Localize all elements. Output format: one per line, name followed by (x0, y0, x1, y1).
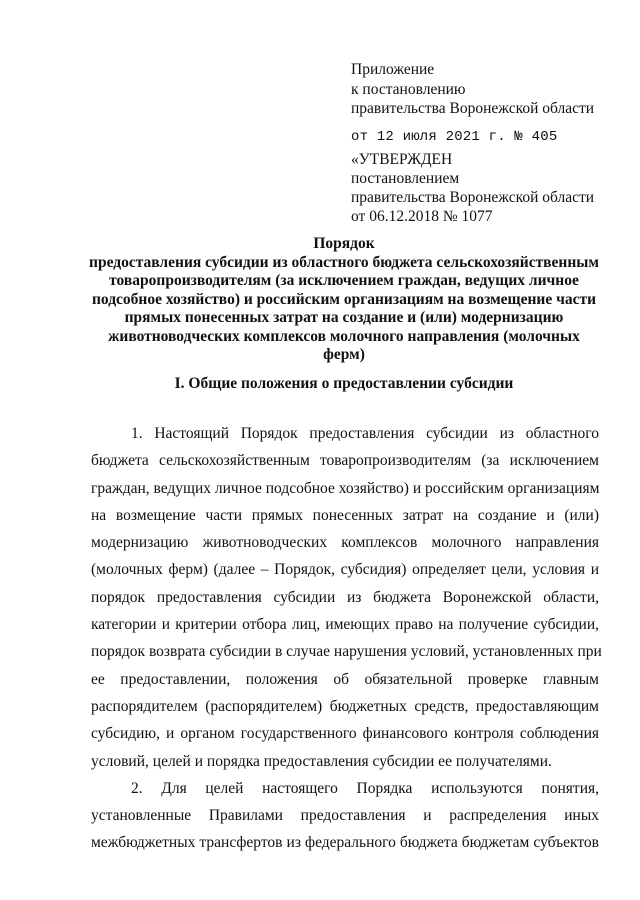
title-line: ферм) (323, 346, 365, 363)
resolution-date-number: от 12 июля 2021 г. № 405 (351, 128, 558, 145)
paragraph-line: субсидию, и органом государственного финансового контроля соблюдения (91, 725, 599, 743)
paragraph-line: на возмещение части прямых понесенных затрат на создание и (или) (91, 506, 599, 524)
paragraph-line: 1. Настоящий Порядок предоставления субсидии из областного (131, 425, 599, 442)
title-line: предоставления субсидии из областного бюджета сельскохозяйственным (89, 253, 599, 271)
title-line: Порядок (313, 235, 375, 252)
appendix-line-2: к постановлению (351, 80, 466, 98)
appendix-block (351, 60, 594, 147)
document-body (91, 420, 602, 857)
paragraph-line: порядок возврата субсидии в случае нарушения условий, установленных при (91, 643, 602, 661)
approved-line-2: постановлением (351, 170, 460, 187)
approved-line-3: правительства Воронежской области (351, 189, 595, 206)
paragraph-2 (91, 775, 599, 857)
document-title (88, 235, 600, 365)
appendix-line-3: правительства Воронежской области (351, 100, 595, 117)
paragraph-1 (91, 420, 602, 775)
paragraph-line: межбюджетных трансфертов из федерального бюджета бюджетам субъектов (91, 834, 599, 852)
approved-line-4: от 06.12.2018 № 1077 (351, 208, 493, 225)
paragraph-line: 2. Для целей настоящего Порядка используются понятия, (131, 779, 599, 797)
title-line: подсобное хозяйство) и российским организациям на возмещение части (91, 290, 597, 308)
approved-line-1: «УТВЕРЖДЕН (351, 151, 453, 168)
paragraph-line: порядок предоставления субсидии из бюджета Воронежской области, (91, 588, 599, 606)
paragraph-line: установленные Правилами предоставления и распределения иных (91, 807, 599, 825)
paragraph-line: ее предоставлении, положения об обязательной проверке главным (91, 670, 599, 688)
section-heading: I. Общие положения о предоставлении субсидии (174, 375, 514, 392)
paragraph-line: модернизацию животноводческих комплексов молочного направления (91, 534, 599, 552)
paragraph-line: бюджета сельскохозяйственным товаропроизводителям (за исключением (91, 452, 599, 470)
title-line: животноводческих комплексов молочного направления (молочных (108, 327, 580, 345)
paragraph-line: граждан, ведущих личное подсобное хозяйство) и российским организациям (91, 479, 600, 497)
approved-block (351, 150, 594, 226)
title-line: прямых понесенных затрат на создание и (или) модернизацию (124, 309, 564, 326)
paragraph-line: условий, целей и порядка предоставления субсидии ее получателями. (91, 752, 552, 770)
paragraph-line: распорядителем (распорядителем) бюджетных средств, предоставляющим (91, 697, 599, 715)
paragraph-line: категории и критерии отбора лиц, имеющих право на получение субсидии, (91, 616, 599, 634)
paragraph-line: (молочных ферм) (далее – Порядок, субсидия) определяет цели, условия и (91, 561, 599, 579)
title-line: товаропроизводителям (за исключением граждан, ведущих личное (109, 272, 579, 289)
appendix-line-1: Приложение (351, 61, 435, 78)
